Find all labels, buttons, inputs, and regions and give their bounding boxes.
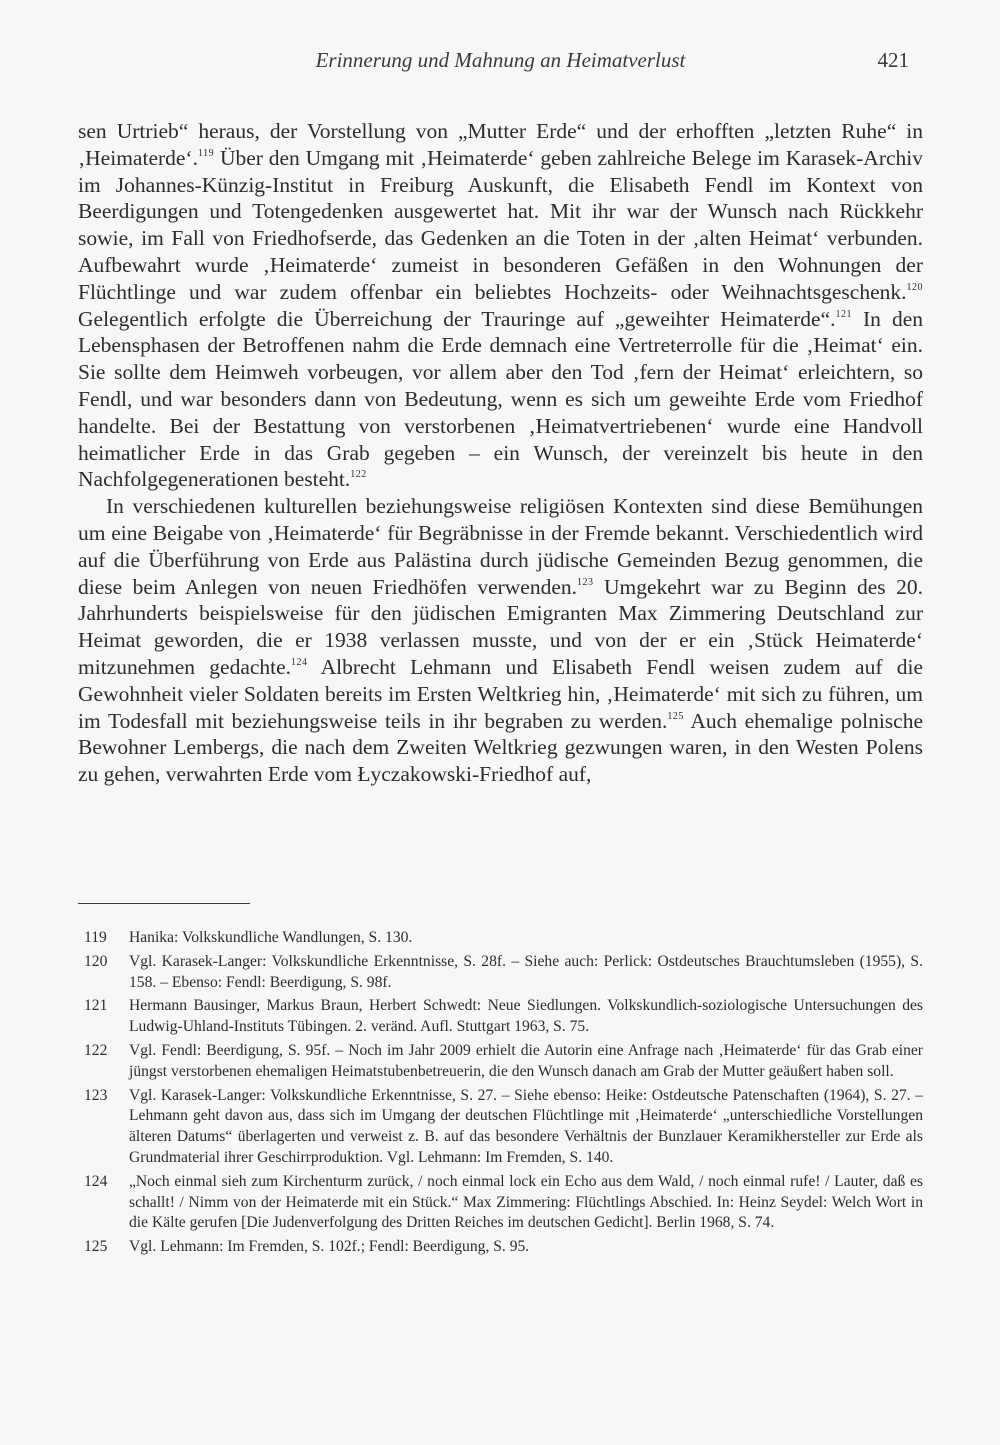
- footnote-number: 119: [84, 929, 107, 946]
- page-number: 421: [877, 48, 909, 72]
- paragraph-text: sen Urtrieb“ heraus, der Vorstellung von „Mutter Erde“ und der erhofften „letzten Ruhe“ in ‚Heimaterde‘.: [78, 119, 923, 170]
- footnote-reference[interactable]: 122: [350, 469, 367, 481]
- footnotes: [78, 928, 923, 1261]
- book-page: [78, 0, 923, 1445]
- body-paragraph: [78, 493, 923, 788]
- footnote-number: 125: [84, 1238, 108, 1256]
- footnote-text: Vgl. Karasek-Langer: Volkskundliche Erkenntnisse, S. 28f. – Siehe auch: Perlick: Ostdeutsches Brauchtumsleben (1955), S. 158. – Ebenso: Fendl: Beerdigung, S. 98f.: [129, 952, 923, 991]
- footnote-text: Vgl. Lehmann: Im Fremden, S. 102f.; Fendl: Beerdigung, S. 95.: [129, 1238, 530, 1256]
- paragraph-text: Über den Umgang mit ‚Heimaterde‘ geben zahlreiche Belege im Karasek-Archiv im Johannes-Künzig-Institut in Freiburg Auskunft, die Elisabeth Fendl im Kontext von Beerdigungen und Totengedenken ausgewertet hat. Mit ihr war der Wunsch nach Rückkehr sowie, im Fall von Friedhofserde, das Gedenken an die Toten in der ‚alten Heimat‘ verbunden. Aufbewahrt wurde ‚Heimaterde‘ zumeist in besonderen Gefäßen in den Wohnungen der Flüchtlinge und war zudem offenbar ein beliebtes Hochzeits- oder Weihnachtsgeschenk.: [78, 145, 923, 304]
- footnote: [78, 928, 923, 949]
- body-paragraph: [78, 118, 923, 493]
- footnote-reference[interactable]: 125: [667, 710, 684, 722]
- body-text: [78, 118, 923, 788]
- footnote-text: Vgl. Fendl: Beerdigung, S. 95f. – Noch im Jahr 2009 erhielt die Autorin eine Anfrage nach ‚Heimaterde‘ für das Grab einer jüngst verstorbenen ehemaligen Heimatstubenbetreuerin, die den Wunsch danach am Grab der Mutter geäußert haben soll.: [129, 1041, 923, 1080]
- footnote-number: 120: [84, 952, 108, 970]
- footnote-text: Hermann Bausinger, Markus Braun, Herbert Schwedt: Neue Siedlungen. Volkskundlich-soziologische Untersuchungen des Ludwig-Uhland-Instituts Tübingen. 2. veränd. Aufl. Stuttgart 1963, S. 75.: [129, 997, 923, 1036]
- footnote: [78, 1172, 923, 1234]
- footnote-text: Hanika: Volkskundliche Wandlungen, S. 130.: [129, 929, 413, 946]
- paragraph-text: Gelegentlich erfolgte die Überreichung der Trauringe auf „geweihter Heimaterde“.: [78, 306, 836, 331]
- footnote-reference[interactable]: 119: [197, 147, 215, 159]
- footnote-number: 122: [84, 1041, 108, 1059]
- footnote-number: 123: [84, 1086, 108, 1104]
- paragraph-text: In verschiedenen kulturellen beziehungsweise religiösen Kontexten sind diese Bemühungen um eine Beigabe von ‚Heimaterde‘ für Begräbnisse in der Fremde bekannt. Verschiedentlich wird auf die Überführung von Erde aus Palästina durch jüdische Gemeinden Bezug genommen, die diese beim Anlegen von neuen Friedhöfen verwenden.: [78, 494, 923, 599]
- footnote: [78, 1237, 923, 1258]
- footnote-reference[interactable]: 121: [835, 308, 852, 320]
- footnote: [78, 996, 923, 1038]
- running-header: [78, 48, 923, 78]
- footnote-reference[interactable]: 123: [577, 576, 594, 588]
- footnote: [78, 952, 923, 994]
- footnote-reference[interactable]: 124: [291, 656, 308, 668]
- paragraph-text: Albrecht Lehmann und Elisabeth Fendl weisen zudem auf die Gewohnheit vieler Soldaten bereits im Ersten Weltkrieg hin, ‚Heimaterde‘ mit sich zu führen, um im Todesfall mit beziehungsweise teils in ihr begraben zu werden.: [78, 654, 923, 733]
- footnote-number: 121: [84, 997, 108, 1015]
- footnote-separator: [78, 903, 250, 904]
- running-header-title: Erinnerung und Mahnung an Heimatverlust: [315, 48, 686, 72]
- footnote-text: Vgl. Karasek-Langer: Volkskundliche Erkenntnisse, S. 27. – Siehe ebenso: Heike: Ostdeutsche Patenschaften (1964), S. 27. – Lehmann geht davon aus, dass sich im Umgang der deutschen Flüchtlinge mit ‚Heimaterde‘ „unterschiedliche Vorstellungen älteren Datums“ überlagerten und verweist z. B. auf das besondere Verhältnis der Bunzlauer Keramikhersteller zur Erde als Grundmaterial ihrer Geschirrproduktion. Vgl. Lehmann: Im Fremden, S. 140.: [129, 1086, 923, 1166]
- paragraph-text: Auch ehemalige polnische Bewohner Lembergs, die nach dem Zweiten Weltkrieg gezwungen waren, in den Westen Polens zu gehen, verwahrten Erde vom Łyczakowski-Friedhof auf,: [78, 708, 923, 787]
- paragraph-text: In den Lebensphasen der Betroffenen nahm die Erde demnach eine Vertreterrolle für die ‚Heimat‘ ein. Sie sollte dem Heimweh vorbeugen, vor allem aber den Tod ‚fern der Heimat‘ erleichtern, so Fendl, und war besonders dann von Bedeutung, wenn es sich um geweihte Erde vom Friedhof handelte. Bei der Bestattung von verstorbenen ‚Heimatvertriebenen‘ wurde eine Handvoll heimatlicher Erde in das Grab gegeben – ein Wunsch, der vereinzelt bis heute in den Nachfolgegenerationen besteht.: [78, 306, 923, 492]
- footnote: [78, 1086, 923, 1169]
- footnote-text: „Noch einmal sieh zum Kirchenturm zurück, / noch einmal lock ein Echo aus dem Wald, / noch einmal rufe! / Lauter, daß es schallt! / Nimm von der Heimaterde mit ein Stück.“ Max Zimmering: Flüchtlings Abschied. In: Heinz Seydel: Welch Wort in die Kälte gerufen [Die Judenverfolgung des Dritten Reiches im deutschen Gedicht]. Berlin 1968, S. 74.: [129, 1172, 923, 1232]
- footnote-number: 124: [84, 1172, 108, 1190]
- footnote: [78, 1041, 923, 1083]
- footnote-reference[interactable]: 120: [906, 281, 923, 293]
- paragraph-text: Umgekehrt war zu Beginn des 20. Jahrhunderts beispielsweise für den jüdischen Emigranten Max Zimmering Deutschland zur Heimat geworden, die er 1938 verlassen musste, und von der er ein ‚Stück Heimaterde‘ mitzunehmen gedachte.: [78, 574, 923, 679]
